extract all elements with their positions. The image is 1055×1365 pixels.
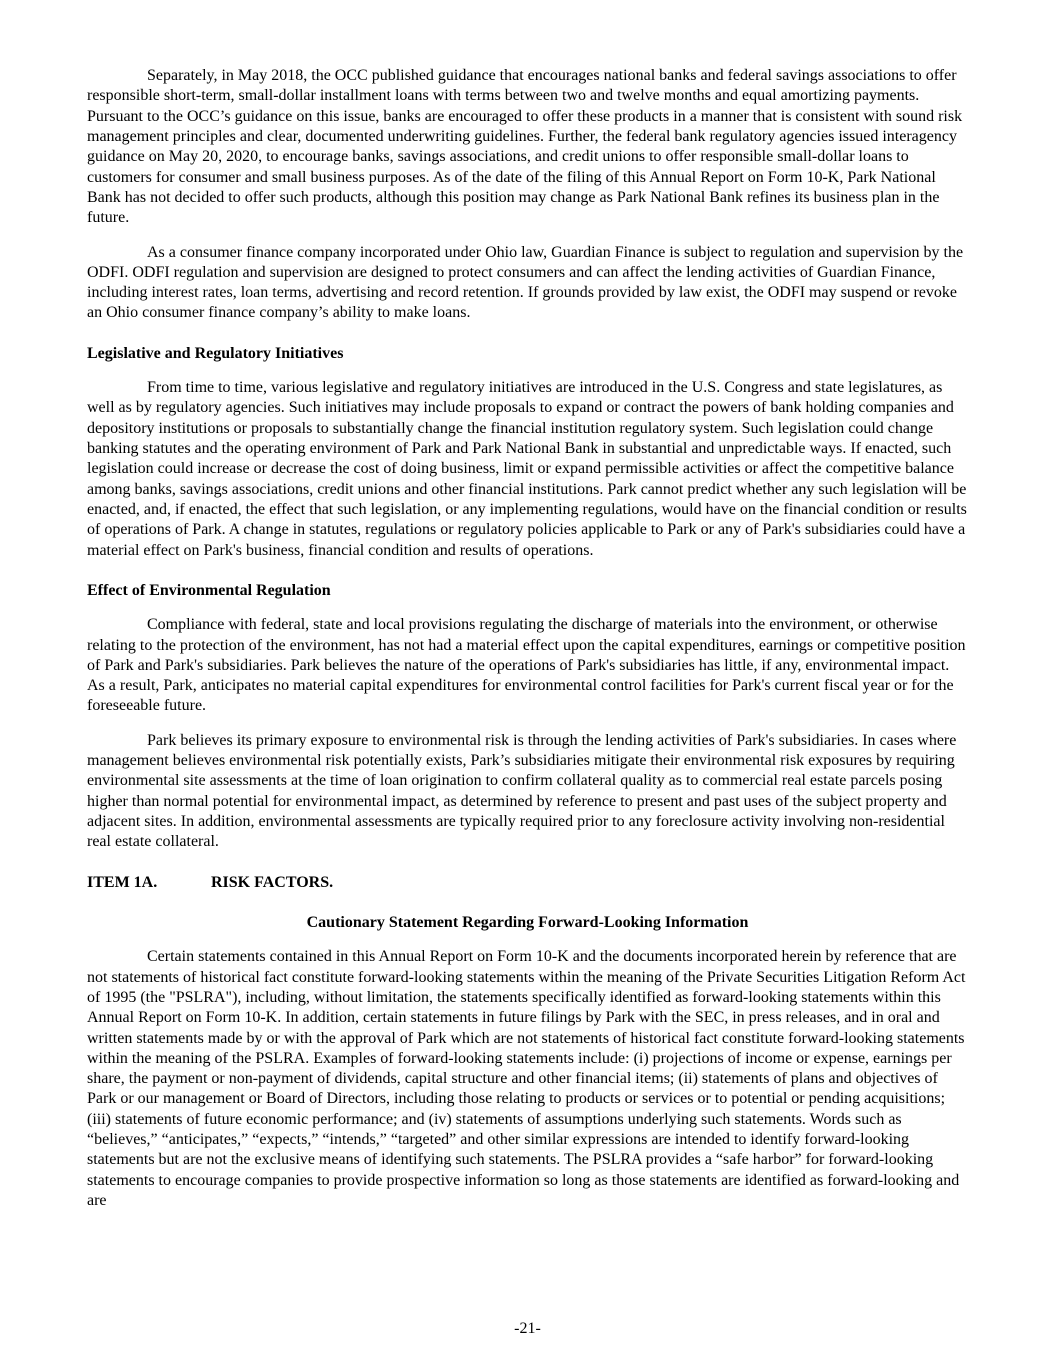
item-1a-number: ITEM 1A.	[87, 873, 158, 891]
paragraph-guardian-finance: As a consumer finance company incorporated under Ohio law, Guardian Finance is subject to regulation and supervision by the ODFI. ODFI regulation and supervision are designed to protect consumers and can affect the lending activities of Guardian Finance, including interest rates, loan terms, advertising and record retention. If grounds provided by law exist, the ODFI may suspend or revoke an Ohio consumer finance company’s ability to make loans.	[87, 243, 964, 322]
heading-cautionary-statement: Cautionary Statement Regarding Forward-Looking Information	[306, 913, 749, 931]
paragraph-environmental-compliance: Compliance with federal, state and local provisions regulating the discharge of materials into the environment, or otherwise relating to the protection of the environment, has not had a material effect upon the capital expenditures, earnings or competitive position of Park and Park's subsidiaries. Park believes the nature of the operations of Park's subsidiaries has little, if any, environmental impact. As a result, Park, anticipates no material capital expenditures for environmental control facilities for Park's current fiscal year or for the foreseeable future.	[87, 616, 966, 715]
paragraph-legislative-initiatives: From time to time, various legislative and regulatory initiatives are introduced in the U.S. Congress and state legislatures, as well as by regulatory agencies. Such initiatives may include proposals to expand or contract the powers of bank holding companies and depository institutions or proposals to substantially change the financial institution regulatory system. Such legislation could change banking statutes and the operating environment of Park and Park National Bank in substantial and unpredictable ways. If enacted, such legislation could increase or decrease the cost of doing business, limit or expand permissible activities or affect the competitive balance among banks, savings associations, credit unions and other financial institutions. Park cannot predict whether any such legislation will be enacted, and, if enacted, the effect that such legislation, or any implementing regulations, would have on the financial condition or results of operations of Park. A change in statutes, regulations or regulatory policies applicable to Park or any of Park's subsidiaries could have a material effect on Park's business, financial condition and results of operations.	[87, 379, 967, 559]
item-1a-title: RISK FACTORS.	[211, 873, 334, 891]
paragraph-occ-guidance: Separately, in May 2018, the OCC published guidance that encourages national banks and federal savings associations to offer responsible short-term, small-dollar installment loans with terms between two and twelve months and equal amortizing payments. Pursuant to the OCC’s guidance on this issue, banks are encouraged to offer these products in a manner that is consistent with sound risk management principles and clear, documented underwriting guidelines. Further, the federal bank regulatory agencies issued interagency guidance on May 20, 2020, to encourage banks, savings associations, and credit unions to offer responsible small-dollar loans to customers for consumer and small business purposes. As of the date of the filing of this Annual Report on Form 10-K, Park National Bank has not decided to offer such products, although this position may change as Park National Bank refines its business plan in the future.	[87, 67, 963, 227]
heading-item-1a-risk-factors	[87, 873, 968, 893]
heading-environmental-regulation: Effect of Environmental Regulation	[87, 581, 331, 599]
heading-legislative-initiatives: Legislative and Regulatory Initiatives	[87, 344, 344, 362]
paragraph-forward-looking-statements: Certain statements contained in this Annual Report on Form 10-K and the documents incorporated herein by reference that are not statements of historical fact constitute forward-looking statements within the meaning of the Private Securities Litigation Reform Act of 1995 (the "PSLRA"), including, without limitation, the statements specifically identified as forward-looking statements within this Annual Report on Form 10-K. In addition, certain statements in future filings by Park with the SEC, in press releases, and in oral and written statements made by or with the approval of Park which are not statements of historical fact constitute forward-looking statements within the meaning of the PSLRA. Examples of forward-looking statements include: (i) projections of income or expense, earnings per share, the payment or non-payment of dividends, capital structure and other financial items; (ii) statements of plans and objectives of Park or our management or Board of Directors, including those relating to products or services or to potential or pending acquisitions; (iii) statements of future economic performance; and (iv) statements of assumptions underlying such statements. Words such as “believes,” “anticipates,” “expects,” “intends,” “targeted” and other similar expressions are intended to identify forward-looking statements but are not the exclusive means of identifying such statements. The PSLRA provides a “safe harbor” for forward-looking statements to encourage companies to provide prospective information so long as those statements are identified as forward-looking and are	[87, 948, 966, 1209]
paragraph-environmental-risk: Park believes its primary exposure to environmental risk is through the lending activities of Park's subsidiaries. In cases where management believes environmental risk potentially exists, Park’s subsidiaries mitigate their environmental risk exposures by requiring environmental site assessments at the time of loan origination to confirm collateral quality as to commercial real estate parcels posing higher than normal potential for environmental impact, as determined by reference to present and past uses of the subject property and adjacent sites. In addition, environmental assessments are typically required prior to any foreclosure activity involving non-residential real estate collateral.	[87, 731, 957, 851]
page-number: -21-	[514, 1319, 541, 1337]
